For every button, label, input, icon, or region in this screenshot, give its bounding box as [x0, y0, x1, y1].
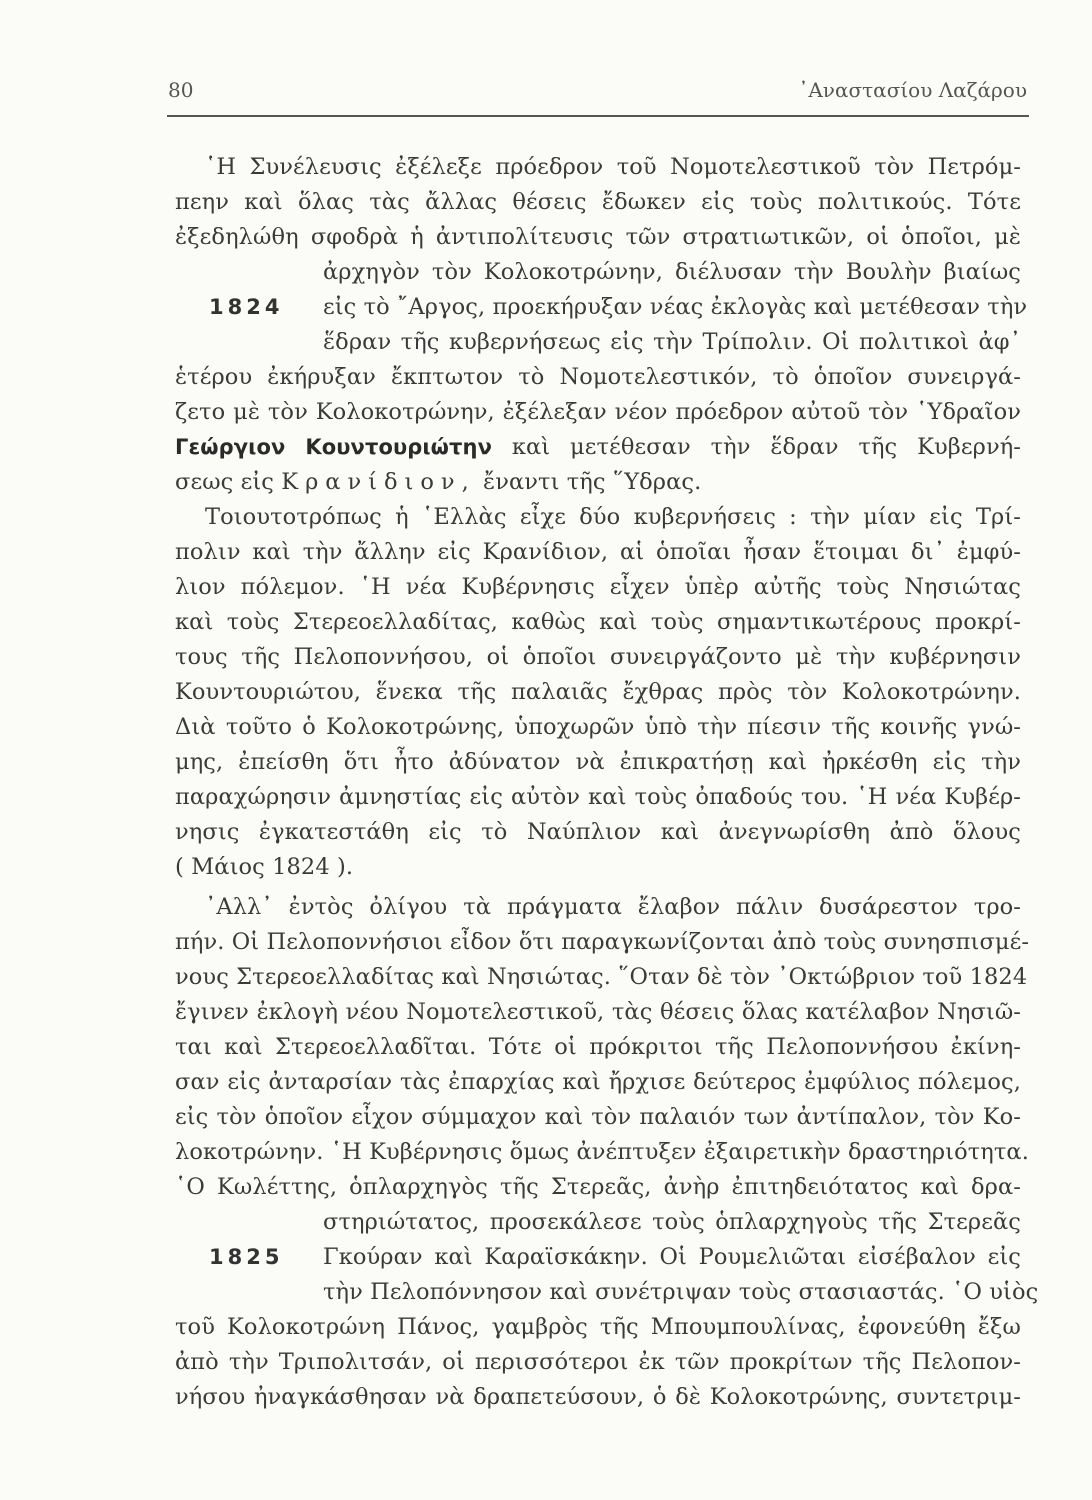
text-line: ἐξεδηλώθη σφοδρὰ ἡ ἀντιπολίτευσις τῶν στρατιωτικῶν, οἱ ὁποῖοι, μὲ	[175, 224, 1021, 250]
text-line: ται καὶ Στερεοελλαδῖται. Τότε οἱ πρόκριτοι τῆς Πελοποννήσου ἐκίνη-	[175, 1034, 1021, 1060]
margin-year-1824: 1824	[209, 295, 284, 319]
text-line: ῾Η Συνέλευσις ἐξέλεξε πρόεδρον τοῦ Νομοτελεστικοῦ τὸν Πετρόμ-	[205, 154, 1021, 180]
text-span: καὶ μετέθεσαν τὴν ἕδραν τῆς Κυβερνή-	[511, 434, 1022, 460]
text-line: νους Στερεοελλαδίτας καὶ Νησιώτας. ῞Οταν δὲ τὸν ᾿Οκτώβριον τοῦ 1824	[175, 964, 1028, 990]
text-line: ἑτέρου ἐκήρυξαν ἔκπτωτον τὸ Νομοτελεστικόν, τὸ ὁποῖον συνειργά-	[175, 364, 1021, 390]
text-line: εἰς τὸ ῎Αργος, προεκήρυξαν νέας ἐκλογὰς καὶ μετέθεσαν τὴν	[323, 294, 1028, 320]
text-line: παραχώρησιν ἀμνηστίας εἰς αὐτὸν καὶ τοὺς ὀπαδούς του. ῾Η νέα Κυβέρ-	[175, 784, 1021, 810]
bold-name: Γεώργιον Κουντουριώτην	[175, 435, 492, 459]
text-line: ἀρχηγὸν τὸν Κολοκοτρώνην, διέλυσαν τὴν Βουλὴν βιαίως	[323, 259, 1021, 285]
margin-year-1825: 1825	[209, 1245, 284, 1269]
text-line: Κουντουριώτου, ἕνεκα τῆς παλαιᾶς ἔχθρας πρὸς τὸν Κολοκοτρώνην.	[175, 679, 1021, 705]
text-line: νήσου ἠναγκάσθησαν νὰ δραπετεύσουν, ὁ δὲ Κολοκοτρώνης, συντετριμ-	[175, 1384, 1021, 1410]
text-line: τοῦ Κολοκοτρώνη Πάνος, γαμβρὸς τῆς Μπουμπουλίνας, ἐφονεύθη ἔξω	[175, 1314, 1021, 1340]
spaced-word: Κρανίδιον,	[281, 469, 476, 495]
text-line: ἀπὸ τὴν Τριπολιτσάν, οἱ περισσότεροι ἐκ τῶν προκρίτων τῆς Πελοπον-	[175, 1349, 1021, 1375]
text-line: ῾Ο Κωλέττης, ὁπλαρχηγὸς τῆς Στερεᾶς, ἀνὴρ ἐπιτηδειότατος καὶ δρα-	[175, 1174, 1021, 1200]
text-line: στηριώτατος, προσεκάλεσε τοὺς ὁπλαρχηγοὺς τῆς Στερεᾶς	[323, 1209, 1021, 1235]
text-line: ᾿Αλλ᾿ ἐντὸς ὀλίγου τὰ πράγματα ἔλαβον πάλιν δυσάρεστον τρο-	[205, 894, 1021, 920]
text-line: τους τῆς Πελοποννήσου, οἱ ὁποῖοι συνειργάζοντο μὲ τὴν κυβέρνησιν	[175, 644, 1021, 670]
text-line: ( Μάιος 1824 ).	[175, 854, 354, 880]
text-span: σεως εἰς	[175, 469, 274, 495]
page-number: 80	[168, 78, 194, 102]
text-line: πολιν καὶ τὴν ἄλλην εἰς Κρανίδιον, αἱ ὁποῖαι ἦσαν ἕτοιμαι δι᾿ ἐμφύ-	[175, 539, 1021, 565]
header-rule	[167, 115, 1029, 117]
text-span: ἔναντι τῆς ῞Υδρας.	[483, 469, 702, 495]
text-line: καὶ τοὺς Στερεοελλαδίτας, καθὼς καὶ τοὺς σημαντικωτέρους προκρί-	[175, 609, 1021, 635]
text-line: Γκούραν καὶ Καραϊσκάκην. Οἱ Ρουμελιῶται εἰσέβαλον εἰς	[323, 1244, 1021, 1270]
text-line: ἔγινεν ἐκλογὴ νέου Νομοτελεστικοῦ, τὰς θέσεις ὅλας κατέλαβον Νησιῶ-	[175, 999, 1021, 1025]
text-line: νησις ἐγκατεστάθη εἰς τὸ Ναύπλιον καὶ ἀνεγνωρίσθη ἀπὸ ὅλους	[175, 819, 1021, 845]
text-line: εἰς τὸν ὁποῖον εἶχον σύμμαχον καὶ τὸν παλαιόν των ἀντίπαλον, τὸν Κο-	[175, 1104, 1021, 1130]
text-line: τὴν Πελοπόννησον καὶ συνέτριψαν τοὺς στασιαστάς. ῾Ο υἱὸς	[323, 1279, 1039, 1305]
text-line	[175, 467, 1021, 497]
text-line: ἕδραν τῆς κυβερνήσεως εἰς τὴν Τρίπολιν. Οἱ πολιτικοὶ ἀφ᾿	[323, 329, 1021, 355]
text-line: μης, ἐπείσθη ὅτι ἦτο ἀδύνατον νὰ ἐπικρατήσῃ καὶ ἠρκέσθη εἰς τὴν	[175, 749, 1021, 775]
text-line	[175, 432, 1021, 462]
text-line: λοκοτρώνην. ῾Η Κυβέρνησις ὅμως ἀνέπτυξεν ἐξαιρετικὴν δραστηριότητα.	[175, 1139, 1029, 1165]
text-line: πήν. Οἱ Πελοποννήσιοι εἶδον ὅτι παραγκωνίζονται ἀπὸ τοὺς συνησπισμέ-	[175, 929, 1030, 955]
running-head: ᾿Αναστασίου Λαζάρου	[798, 78, 1027, 102]
text-line: Διὰ τοῦτο ὁ Κολοκοτρώνης, ὑποχωρῶν ὑπὸ τὴν πίεσιν τῆς κοινῆς γνώ-	[175, 714, 1021, 740]
text-line: λιον πόλεμον. ῾Η νέα Κυβέρνησις εἶχεν ὑπὲρ αὐτῆς τοὺς Νησιώτας	[175, 574, 1021, 600]
text-line: σαν εἰς ἀνταρσίαν τὰς ἐπαρχίας καὶ ἤρχισε δεύτερος ἐμφύλιος πόλεμος,	[175, 1069, 1021, 1095]
text-line: Τοιουτοτρόπως ἡ ῾Ελλὰς εἶχε δύο κυβερνήσεις : τὴν μίαν εἰς Τρί-	[205, 504, 1021, 530]
text-line: πεην καὶ ὅλας τὰς ἄλλας θέσεις ἔδωκεν εἰς τοὺς πολιτικούς. Τότε	[175, 189, 1021, 215]
text-line: ζετο μὲ τὸν Κολοκοτρώνην, ἐξέλεξαν νέον πρόεδρον αὐτοῦ τὸν ῾Υδραῖον	[175, 399, 1021, 425]
